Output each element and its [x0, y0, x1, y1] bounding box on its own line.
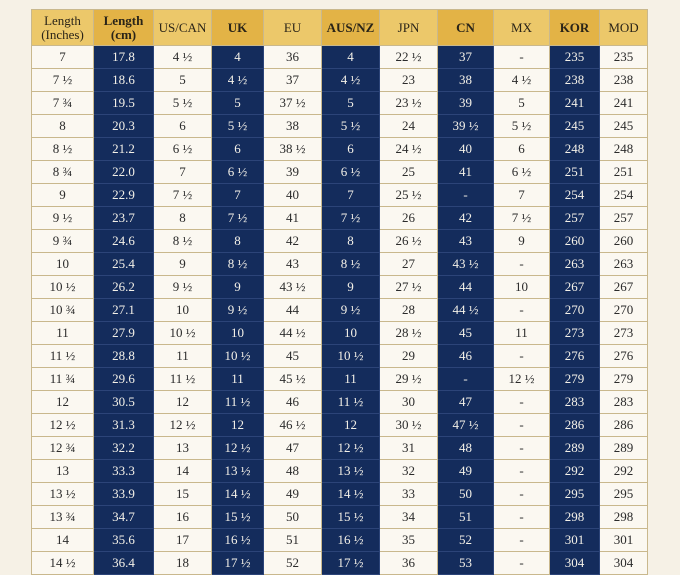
cell-cn: 38 — [438, 69, 494, 92]
cell-aus-nz: 9 ½ — [322, 299, 380, 322]
cell-length-cm: 22.9 — [94, 184, 154, 207]
cell-length-cm: 25.4 — [94, 253, 154, 276]
cell-kor: 276 — [550, 345, 600, 368]
cell-jpn: 29 ½ — [380, 368, 438, 391]
cell-mx: - — [494, 437, 550, 460]
cell-mx: - — [494, 391, 550, 414]
header-label: Length (Inches) — [41, 12, 84, 42]
column-header-length-cm — [94, 10, 154, 46]
cell-uk: 5 ½ — [212, 115, 264, 138]
cell-length-cm: 19.5 — [94, 92, 154, 115]
cell-uk: 9 ½ — [212, 299, 264, 322]
cell-eu: 44 ½ — [264, 322, 322, 345]
cell-length-cm: 33.9 — [94, 483, 154, 506]
cell-mod: 286 — [600, 414, 648, 437]
cell-us-can: 10 ½ — [154, 322, 212, 345]
cell-length-inches: 8 ½ — [32, 138, 94, 161]
cell-mx: 10 — [494, 276, 550, 299]
table-row — [32, 69, 648, 92]
cell-aus-nz: 8 — [322, 230, 380, 253]
cell-kor: 251 — [550, 161, 600, 184]
cell-aus-nz: 16 ½ — [322, 529, 380, 552]
cell-eu: 46 — [264, 391, 322, 414]
cell-mod: 235 — [600, 46, 648, 69]
cell-us-can: 4 ½ — [154, 46, 212, 69]
cell-length-inches: 12 ½ — [32, 414, 94, 437]
cell-mx: - — [494, 529, 550, 552]
cell-length-cm: 20.3 — [94, 115, 154, 138]
cell-length-inches: 13 — [32, 460, 94, 483]
cell-mx: 7 ½ — [494, 207, 550, 230]
cell-mx: 9 — [494, 230, 550, 253]
cell-us-can: 7 ½ — [154, 184, 212, 207]
cell-eu: 45 — [264, 345, 322, 368]
cell-mx: - — [494, 460, 550, 483]
cell-mod: 245 — [600, 115, 648, 138]
column-header-uk: UK — [212, 10, 264, 46]
cell-cn: 44 ½ — [438, 299, 494, 322]
cell-eu: 37 — [264, 69, 322, 92]
cell-mx: 7 — [494, 184, 550, 207]
cell-us-can: 14 — [154, 460, 212, 483]
cell-jpn: 26 — [380, 207, 438, 230]
cell-mod: 301 — [600, 529, 648, 552]
cell-length-inches: 14 — [32, 529, 94, 552]
cell-length-inches: 11 ½ — [32, 345, 94, 368]
cell-length-cm: 32.2 — [94, 437, 154, 460]
cell-mod: 241 — [600, 92, 648, 115]
cell-cn: 51 — [438, 506, 494, 529]
cell-us-can: 5 ½ — [154, 92, 212, 115]
cell-eu: 43 — [264, 253, 322, 276]
cell-eu: 42 — [264, 230, 322, 253]
cell-aus-nz: 9 — [322, 276, 380, 299]
cell-length-cm: 33.3 — [94, 460, 154, 483]
cell-cn: 48 — [438, 437, 494, 460]
cell-jpn: 28 ½ — [380, 322, 438, 345]
table-row — [32, 414, 648, 437]
cell-cn: 43 ½ — [438, 253, 494, 276]
cell-jpn: 34 — [380, 506, 438, 529]
cell-aus-nz: 5 — [322, 92, 380, 115]
cell-length-inches: 14 ½ — [32, 552, 94, 575]
cell-eu: 50 — [264, 506, 322, 529]
cell-eu: 41 — [264, 207, 322, 230]
cell-cn: 39 — [438, 92, 494, 115]
cell-cn: 47 ½ — [438, 414, 494, 437]
cell-aus-nz: 13 ½ — [322, 460, 380, 483]
cell-length-inches: 11 ¾ — [32, 368, 94, 391]
cell-jpn: 27 — [380, 253, 438, 276]
cell-cn: 40 — [438, 138, 494, 161]
cell-aus-nz: 4 — [322, 46, 380, 69]
table-row — [32, 529, 648, 552]
table-row — [32, 230, 648, 253]
cell-mx: 11 — [494, 322, 550, 345]
cell-length-inches: 7 ¾ — [32, 92, 94, 115]
cell-kor: 273 — [550, 322, 600, 345]
cell-uk: 9 — [212, 276, 264, 299]
cell-jpn: 30 — [380, 391, 438, 414]
cell-uk: 8 — [212, 230, 264, 253]
cell-uk: 11 — [212, 368, 264, 391]
cell-aus-nz: 11 ½ — [322, 391, 380, 414]
cell-kor: 304 — [550, 552, 600, 575]
cell-jpn: 31 — [380, 437, 438, 460]
cell-mod: 289 — [600, 437, 648, 460]
cell-aus-nz: 6 — [322, 138, 380, 161]
column-header-kor: KOR — [550, 10, 600, 46]
cell-mod: 270 — [600, 299, 648, 322]
cell-mx: - — [494, 552, 550, 575]
cell-mx: - — [494, 345, 550, 368]
cell-cn: 45 — [438, 322, 494, 345]
cell-kor: 241 — [550, 92, 600, 115]
cell-mx: - — [494, 506, 550, 529]
cell-length-cm: 22.0 — [94, 161, 154, 184]
cell-length-inches: 10 ¾ — [32, 299, 94, 322]
cell-eu: 40 — [264, 184, 322, 207]
cell-mx: 6 — [494, 138, 550, 161]
cell-uk: 4 — [212, 46, 264, 69]
cell-eu: 46 ½ — [264, 414, 322, 437]
cell-eu: 36 — [264, 46, 322, 69]
cell-mod: 257 — [600, 207, 648, 230]
cell-eu: 45 ½ — [264, 368, 322, 391]
column-header-us-can: US/CAN — [154, 10, 212, 46]
cell-us-can: 7 — [154, 161, 212, 184]
cell-length-inches: 7 ½ — [32, 69, 94, 92]
table-row — [32, 437, 648, 460]
cell-length-cm: 35.6 — [94, 529, 154, 552]
cell-eu: 51 — [264, 529, 322, 552]
cell-mod: 283 — [600, 391, 648, 414]
table-body — [32, 46, 648, 575]
cell-length-inches: 13 ½ — [32, 483, 94, 506]
cell-uk: 7 ½ — [212, 207, 264, 230]
cell-aus-nz: 4 ½ — [322, 69, 380, 92]
cell-uk: 6 — [212, 138, 264, 161]
cell-us-can: 11 ½ — [154, 368, 212, 391]
table-row — [32, 276, 648, 299]
cell-jpn: 32 — [380, 460, 438, 483]
cell-mod: 254 — [600, 184, 648, 207]
cell-eu: 43 ½ — [264, 276, 322, 299]
cell-mx: 4 ½ — [494, 69, 550, 92]
cell-jpn: 30 ½ — [380, 414, 438, 437]
cell-aus-nz: 10 — [322, 322, 380, 345]
cell-aus-nz: 15 ½ — [322, 506, 380, 529]
cell-us-can: 6 ½ — [154, 138, 212, 161]
cell-jpn: 24 — [380, 115, 438, 138]
cell-jpn: 29 — [380, 345, 438, 368]
cell-eu: 48 — [264, 460, 322, 483]
cell-aus-nz: 12 ½ — [322, 437, 380, 460]
cell-cn: 49 — [438, 460, 494, 483]
cell-uk: 6 ½ — [212, 161, 264, 184]
cell-length-inches: 8 ¾ — [32, 161, 94, 184]
cell-aus-nz: 11 — [322, 368, 380, 391]
cell-mx: - — [494, 483, 550, 506]
cell-jpn: 25 ½ — [380, 184, 438, 207]
cell-cn: 47 — [438, 391, 494, 414]
cell-length-cm: 31.3 — [94, 414, 154, 437]
cell-length-cm: 21.2 — [94, 138, 154, 161]
cell-mod: 279 — [600, 368, 648, 391]
cell-kor: 279 — [550, 368, 600, 391]
cell-eu: 38 ½ — [264, 138, 322, 161]
cell-mx: - — [494, 253, 550, 276]
cell-aus-nz: 14 ½ — [322, 483, 380, 506]
cell-mod: 248 — [600, 138, 648, 161]
column-header-aus-nz: AUS/NZ — [322, 10, 380, 46]
cell-mx: - — [494, 414, 550, 437]
cell-length-inches: 10 ½ — [32, 276, 94, 299]
table-row — [32, 368, 648, 391]
table-row — [32, 483, 648, 506]
cell-us-can: 9 — [154, 253, 212, 276]
cell-uk: 10 — [212, 322, 264, 345]
cell-jpn: 36 — [380, 552, 438, 575]
cell-us-can: 16 — [154, 506, 212, 529]
cell-kor: 254 — [550, 184, 600, 207]
cell-mx: 5 — [494, 92, 550, 115]
cell-mod: 295 — [600, 483, 648, 506]
header-label: Length (cm) — [103, 12, 144, 42]
cell-kor: 286 — [550, 414, 600, 437]
cell-aus-nz: 12 — [322, 414, 380, 437]
cell-mx: - — [494, 46, 550, 69]
cell-kor: 245 — [550, 115, 600, 138]
cell-mod: 260 — [600, 230, 648, 253]
cell-jpn: 35 — [380, 529, 438, 552]
cell-uk: 11 ½ — [212, 391, 264, 414]
cell-kor: 260 — [550, 230, 600, 253]
shoe-size-conversion-table — [31, 9, 648, 575]
cell-us-can: 17 — [154, 529, 212, 552]
cell-length-inches: 8 — [32, 115, 94, 138]
table-row — [32, 506, 648, 529]
cell-cn: 50 — [438, 483, 494, 506]
cell-length-inches: 11 — [32, 322, 94, 345]
cell-length-cm: 24.6 — [94, 230, 154, 253]
table-row — [32, 299, 648, 322]
cell-uk: 16 ½ — [212, 529, 264, 552]
cell-us-can: 6 — [154, 115, 212, 138]
cell-us-can: 8 ½ — [154, 230, 212, 253]
cell-length-cm: 28.8 — [94, 345, 154, 368]
table-row — [32, 253, 648, 276]
cell-length-inches: 9 — [32, 184, 94, 207]
table-row — [32, 552, 648, 575]
cell-kor: 263 — [550, 253, 600, 276]
cell-eu: 38 — [264, 115, 322, 138]
cell-us-can: 11 — [154, 345, 212, 368]
cell-us-can: 12 — [154, 391, 212, 414]
header-row — [32, 10, 648, 46]
cell-aus-nz: 6 ½ — [322, 161, 380, 184]
cell-mx: 5 ½ — [494, 115, 550, 138]
table-row — [32, 92, 648, 115]
cell-uk: 17 ½ — [212, 552, 264, 575]
cell-mx: 12 ½ — [494, 368, 550, 391]
cell-us-can: 15 — [154, 483, 212, 506]
cell-length-cm: 23.7 — [94, 207, 154, 230]
cell-cn: 53 — [438, 552, 494, 575]
cell-kor: 270 — [550, 299, 600, 322]
cell-us-can: 8 — [154, 207, 212, 230]
table-row — [32, 115, 648, 138]
cell-aus-nz: 7 — [322, 184, 380, 207]
column-header-eu: EU — [264, 10, 322, 46]
cell-kor: 238 — [550, 69, 600, 92]
cell-kor: 257 — [550, 207, 600, 230]
column-header-jpn: JPN — [380, 10, 438, 46]
cell-mx: 6 ½ — [494, 161, 550, 184]
cell-eu: 47 — [264, 437, 322, 460]
cell-jpn: 28 — [380, 299, 438, 322]
cell-us-can: 13 — [154, 437, 212, 460]
cell-length-inches: 9 ¾ — [32, 230, 94, 253]
table-row — [32, 161, 648, 184]
cell-mod: 298 — [600, 506, 648, 529]
cell-us-can: 12 ½ — [154, 414, 212, 437]
cell-eu: 37 ½ — [264, 92, 322, 115]
cell-cn: - — [438, 184, 494, 207]
cell-cn: - — [438, 368, 494, 391]
table-row — [32, 138, 648, 161]
cell-mod: 292 — [600, 460, 648, 483]
cell-mod: 251 — [600, 161, 648, 184]
cell-length-inches: 7 — [32, 46, 94, 69]
cell-jpn: 26 ½ — [380, 230, 438, 253]
cell-kor: 295 — [550, 483, 600, 506]
cell-length-cm: 36.4 — [94, 552, 154, 575]
cell-uk: 8 ½ — [212, 253, 264, 276]
column-header-mx: MX — [494, 10, 550, 46]
cell-mod: 263 — [600, 253, 648, 276]
table-row — [32, 345, 648, 368]
cell-length-cm: 27.1 — [94, 299, 154, 322]
cell-mod: 276 — [600, 345, 648, 368]
cell-length-cm: 34.7 — [94, 506, 154, 529]
cell-length-inches: 10 — [32, 253, 94, 276]
cell-mod: 267 — [600, 276, 648, 299]
cell-uk: 14 ½ — [212, 483, 264, 506]
cell-kor: 292 — [550, 460, 600, 483]
cell-length-inches: 9 ½ — [32, 207, 94, 230]
cell-uk: 5 — [212, 92, 264, 115]
cell-kor: 298 — [550, 506, 600, 529]
table-row — [32, 184, 648, 207]
cell-us-can: 9 ½ — [154, 276, 212, 299]
cell-uk: 12 ½ — [212, 437, 264, 460]
cell-uk: 12 — [212, 414, 264, 437]
cell-cn: 52 — [438, 529, 494, 552]
cell-cn: 41 — [438, 161, 494, 184]
cell-mod: 238 — [600, 69, 648, 92]
table-row — [32, 46, 648, 69]
cell-cn: 42 — [438, 207, 494, 230]
cell-aus-nz: 17 ½ — [322, 552, 380, 575]
column-header-mod: MOD — [600, 10, 648, 46]
cell-aus-nz: 8 ½ — [322, 253, 380, 276]
cell-kor: 283 — [550, 391, 600, 414]
cell-cn: 37 — [438, 46, 494, 69]
cell-uk: 13 ½ — [212, 460, 264, 483]
cell-length-cm: 30.5 — [94, 391, 154, 414]
cell-mod: 304 — [600, 552, 648, 575]
cell-jpn: 27 ½ — [380, 276, 438, 299]
table-row — [32, 460, 648, 483]
cell-aus-nz: 7 ½ — [322, 207, 380, 230]
cell-kor: 235 — [550, 46, 600, 69]
size-chart — [31, 9, 647, 570]
cell-cn: 46 — [438, 345, 494, 368]
cell-uk: 7 — [212, 184, 264, 207]
cell-jpn: 24 ½ — [380, 138, 438, 161]
cell-length-cm: 26.2 — [94, 276, 154, 299]
cell-us-can: 10 — [154, 299, 212, 322]
cell-eu: 49 — [264, 483, 322, 506]
cell-uk: 10 ½ — [212, 345, 264, 368]
cell-jpn: 23 — [380, 69, 438, 92]
cell-uk: 4 ½ — [212, 69, 264, 92]
cell-length-cm: 18.6 — [94, 69, 154, 92]
table-row — [32, 391, 648, 414]
cell-kor: 267 — [550, 276, 600, 299]
cell-length-cm: 17.8 — [94, 46, 154, 69]
cell-kor: 248 — [550, 138, 600, 161]
table-row — [32, 207, 648, 230]
cell-mx: - — [494, 299, 550, 322]
cell-us-can: 18 — [154, 552, 212, 575]
cell-jpn: 22 ½ — [380, 46, 438, 69]
cell-uk: 15 ½ — [212, 506, 264, 529]
cell-length-inches: 12 ¾ — [32, 437, 94, 460]
cell-aus-nz: 5 ½ — [322, 115, 380, 138]
cell-eu: 39 — [264, 161, 322, 184]
cell-aus-nz: 10 ½ — [322, 345, 380, 368]
column-header-length-inches — [32, 10, 94, 46]
cell-length-inches: 12 — [32, 391, 94, 414]
cell-kor: 301 — [550, 529, 600, 552]
cell-mod: 273 — [600, 322, 648, 345]
cell-cn: 43 — [438, 230, 494, 253]
table-row — [32, 322, 648, 345]
column-header-cn: CN — [438, 10, 494, 46]
cell-cn: 44 — [438, 276, 494, 299]
cell-length-cm: 27.9 — [94, 322, 154, 345]
cell-jpn: 23 ½ — [380, 92, 438, 115]
cell-jpn: 25 — [380, 161, 438, 184]
cell-cn: 39 ½ — [438, 115, 494, 138]
cell-eu: 44 — [264, 299, 322, 322]
cell-us-can: 5 — [154, 69, 212, 92]
cell-length-inches: 13 ¾ — [32, 506, 94, 529]
cell-length-cm: 29.6 — [94, 368, 154, 391]
cell-jpn: 33 — [380, 483, 438, 506]
cell-eu: 52 — [264, 552, 322, 575]
cell-kor: 289 — [550, 437, 600, 460]
